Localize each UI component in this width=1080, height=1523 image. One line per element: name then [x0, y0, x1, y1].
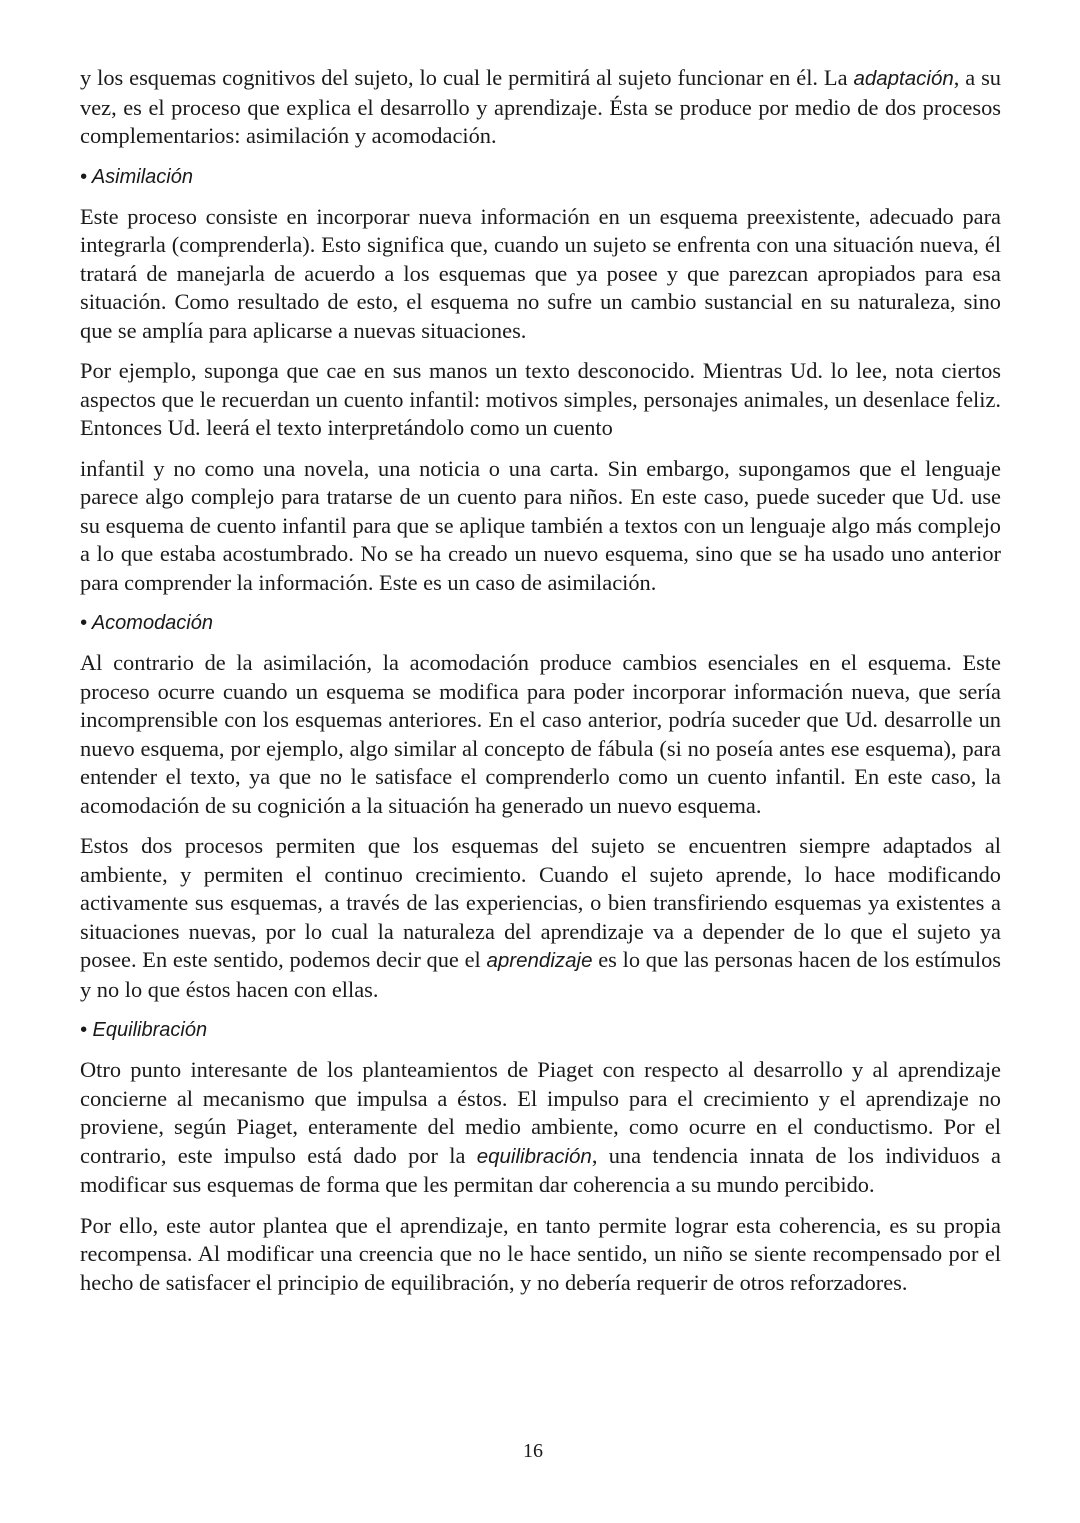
acomodacion-paragraph-1: Al contrario de la asimilación, la acomodación produce cambios esenciales en el esquema. Este proceso ocurre cuando un esquema se modifica para poder incorporar información nueva, que sería incomprensible con los esquemas anteriores. En el caso anterior, podría suceder que Ud. desarrolle un nuevo esquema, por ejemplo, algo similar al concepto de fábula (si no poseía antes ese esquema), para entender el texto, ya que no le satisface el comprenderlo como un cuento infantil. En este caso, la acomodación de su cognición a la situación ha generado un nuevo esquema.: [80, 650, 1001, 818]
acomodacion-paragraph-2: Estos dos procesos permiten que los esquemas del sujeto se encuentren siempre adaptados al ambiente, y permiten el continuo crecimiento. Cuando el sujeto aprende, lo hace modificando activamente sus esquemas, a través de las experiencias, o bien transfiriendo esquemas ya existentes a situaciones nuevas, por lo cual la naturaleza del aprendizaje va a depender de lo que el sujeto ya posee. En este sentido, podemos decir que el aprendizaje es lo que las personas hacen de los estímulos y no lo que éstos hacen con ellas.: [80, 833, 1002, 1002]
section-heading-acomodacion: • Acomodación: [80, 612, 213, 634]
document-page: [80, 64, 1001, 1297]
asimilacion-paragraph-3: infantil y no como una novela, una noticia o una carta. Sin embargo, supongamos que el lenguaje parece algo complejo para tratarse de un cuento para niños. En este caso, puede suceder que Ud. use su esquema de cuento infantil para que se aplique también a textos con un lenguaje algo más complejo a lo que estaba acostumbrado. No se ha creado un nuevo esquema, sino que se ha usado uno anterior para comprender la información. Este es un caso de asimilación.: [80, 455, 1001, 595]
section-heading-asimilacion: • Asimilación: [80, 165, 193, 188]
emphasis-equilibracion: equilibración: [476, 1144, 592, 1168]
equilibracion-paragraph-2: Por ello, este autor plantea que el aprendizaje, en tanto permite lograr esta coherencia, es su propia recompensa. Al modificar una creencia que no le hace sentido, un niño se siente recompensado por el hecho de satisfacer el principio de equilibración, y no debería requerir de otros reforzadores.: [80, 1212, 1001, 1295]
section-heading-equilibracion: • Equilibración: [80, 1019, 208, 1041]
asimilacion-paragraph-1: Este proceso consiste en incorporar nueva información en un esquema preexistente, adecuado para integrarla (comprenderla). Esto significa que, cuando un sujeto se enfrenta con una situación nueva, él tratará de manejarla de acuerdo a los esquemas que ya posee y que parezcan apropiados para esa situación. Como resultado de esto, el esquema no sufre un cambio sustancial en su naturaleza, sino que se amplía para aplicarse a nuevas situaciones.: [80, 203, 1001, 343]
emphasis-aprendizaje: aprendizaje: [486, 949, 593, 972]
intro-paragraph: y los esquemas cognitivos del sujeto, lo cual le permitirá al sujeto funcionar en él. La adaptación, a su vez, es el proceso que explica el desarrollo y aprendizaje. Ésta se produce por medio de dos procesos complementarios: asimilación y acomodación.: [80, 65, 1002, 148]
emphasis-adaptacion: adaptación: [853, 67, 954, 90]
page-number: 16: [523, 1440, 543, 1462]
equilibracion-paragraph-1: Otro punto interesante de los planteamientos de Piaget con respecto al desarrollo y al aprendizaje concierne al mecanismo que impulsa a éstos. El impulso para el crecimiento y el aprendizaje no proviene, según Piaget, enteramente del medio ambiente, como ocurre en el conductismo. Por el contrario, este impulso está dado por la equilibración, una tendencia innata de los individuos a modificar sus esquemas de forma que les permitan dar coherencia a su mundo percibido.: [80, 1057, 1001, 1197]
asimilacion-paragraph-2: Por ejemplo, suponga que cae en sus manos un texto desconocido. Mientras Ud. lo lee, nota ciertos aspectos que le recuerdan un cuento infantil: motivos simples, personajes animales, un desenlace feliz. Entonces Ud. leerá el texto interpretándolo como un cuento: [80, 358, 1001, 440]
